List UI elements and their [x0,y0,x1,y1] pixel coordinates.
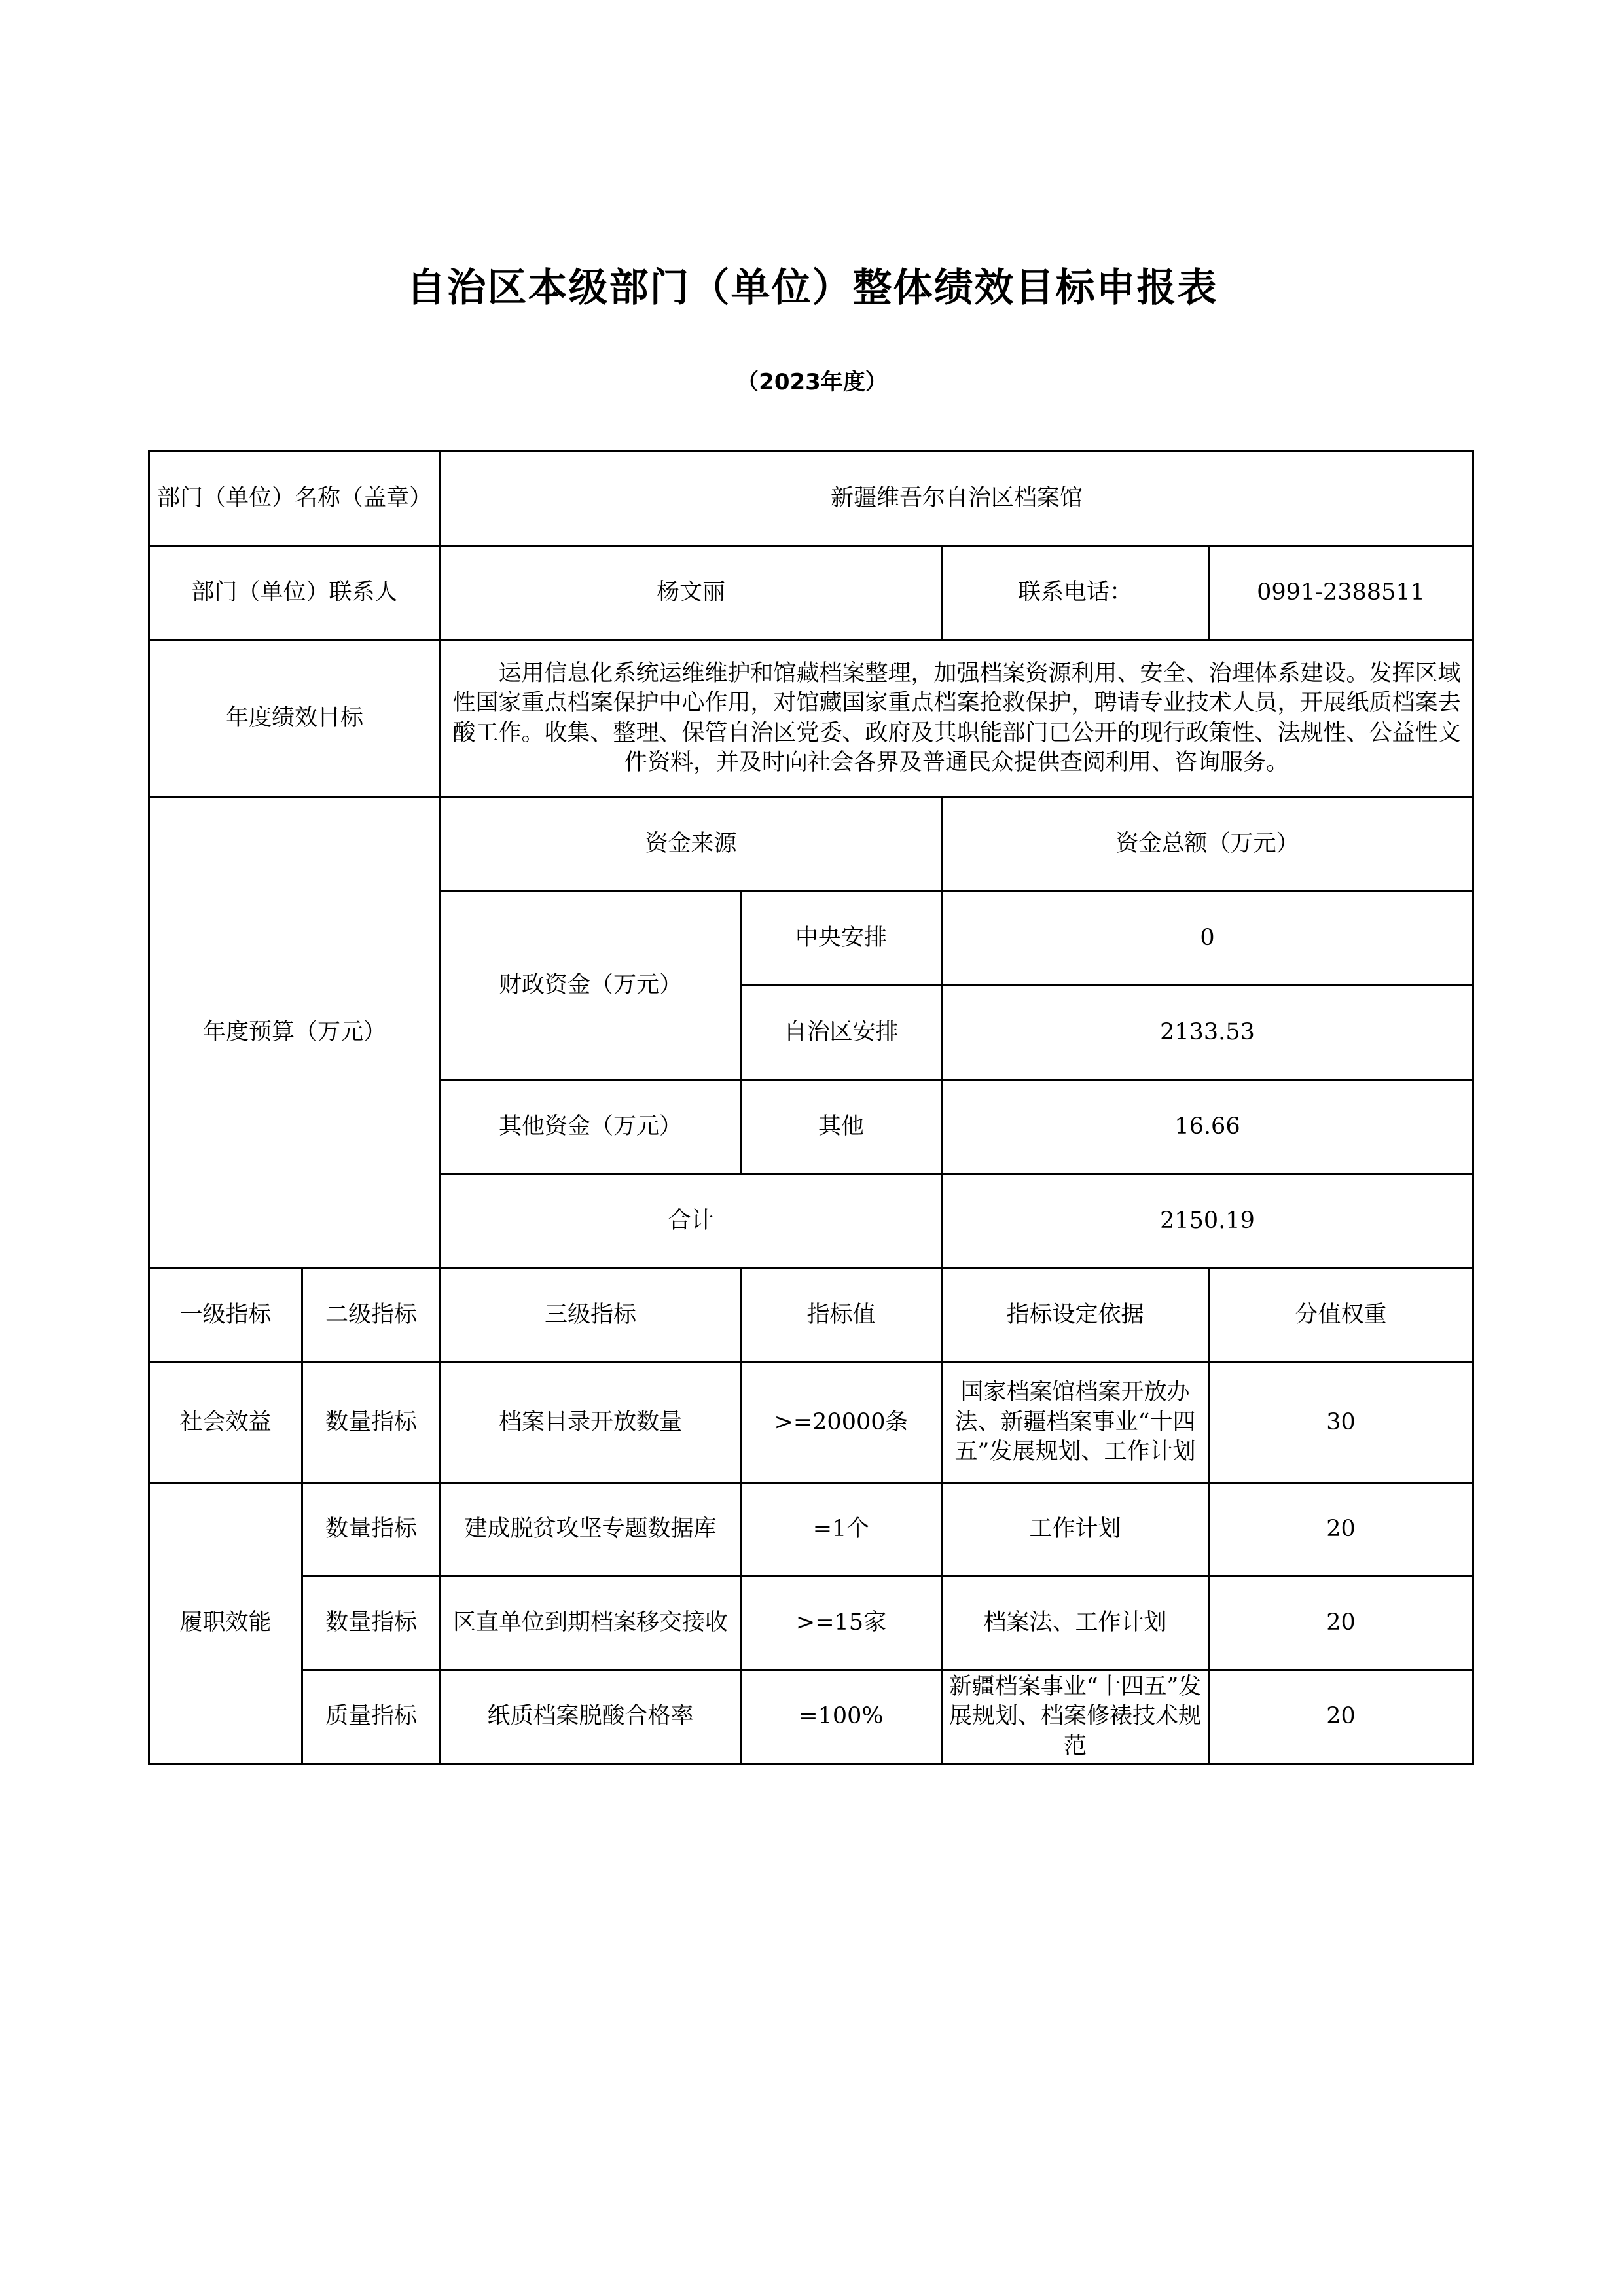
indicator-group-social: 社会效益 [149,1363,302,1483]
indicator-level2: 数量指标 [302,1577,441,1670]
contact-value: 杨文丽 [441,546,942,640]
indicator-weight: 20 [1209,1577,1473,1670]
sum-value: 2150.19 [942,1174,1473,1268]
indicator-row [149,1483,1473,1577]
phone-value: 0991-2388511 [1209,546,1473,640]
indicator-group-duty: 履职效能 [149,1483,302,1764]
sum-label: 合计 [441,1174,942,1268]
dept-name-row [149,452,1473,546]
goal-label: 年度绩效目标 [149,640,441,797]
indicator-basis: 国家档案馆档案开放办法、新疆档案事业“十四五”发展规划、工作计划 [942,1363,1209,1483]
goal-row [149,640,1473,797]
fund-source-header: 资金来源 [441,797,942,891]
performance-form-table [148,450,1474,1765]
phone-label: 联系电话： [942,546,1209,640]
region-fund-label: 自治区安排 [741,986,942,1080]
indicator-weight: 20 [1209,1483,1473,1577]
indicator-header-row [149,1268,1473,1363]
indicator-value: =100% [741,1670,942,1764]
indicator-weight: 20 [1209,1670,1473,1764]
header-level3: 三级指标 [441,1268,741,1363]
indicator-row [149,1577,1473,1670]
goal-text-content: 运用信息化系统运维维护和馆藏档案整理，加强档案资源利用、安全、治理体系建设。发挥区域性国家重点档案保护中心作用，对馆藏国家重点档案抢救保护，聘请专业技术人员，开展纸质档案去酸工作。收集、整理、保管自治区党委、政府及其职能部门已公开的现行政策性、法规性、公益性文件资料，并及时向社会各界及普通民众提供查阅利用、咨询服务。 [452,660,1461,776]
indicator-level3: 档案目录开放数量 [441,1363,741,1483]
indicator-value: >=20000条 [741,1363,942,1483]
dept-name-label: 部门（单位）名称（盖章） [149,452,441,546]
goal-text [441,640,1473,797]
indicator-level2: 数量指标 [302,1363,441,1483]
fund-total-header: 资金总额（万元） [942,797,1473,891]
indicator-level3: 建成脱贫攻坚专题数据库 [441,1483,741,1577]
contact-label: 部门（单位）联系人 [149,546,441,640]
header-value: 指标值 [741,1268,942,1363]
page-title: 自治区本级部门（单位）整体绩效目标申报表 [406,265,1218,311]
indicator-row [149,1363,1473,1483]
year-subtitle: （2023年度） [736,369,888,395]
indicator-value: >=15家 [741,1577,942,1670]
header-level1: 一级指标 [149,1268,302,1363]
dept-name-value: 新疆维吾尔自治区档案馆 [441,452,1473,546]
budget-label: 年度预算（万元） [149,797,441,1268]
central-fund-label: 中央安排 [741,891,942,986]
header-level2: 二级指标 [302,1268,441,1363]
header-weight: 分值权重 [1209,1268,1473,1363]
central-fund-value: 0 [942,891,1473,986]
other-fund-value: 16.66 [942,1080,1473,1174]
indicator-weight: 30 [1209,1363,1473,1483]
indicator-row [149,1670,1473,1764]
header-basis: 指标设定依据 [942,1268,1209,1363]
indicator-basis: 工作计划 [942,1483,1209,1577]
fiscal-fund-label: 财政资金（万元） [441,891,741,1080]
budget-header-row [149,797,1473,891]
indicator-level3: 纸质档案脱酸合格率 [441,1670,741,1764]
region-fund-value: 2133.53 [942,986,1473,1080]
dept-contact-row [149,546,1473,640]
indicator-basis: 新疆档案事业“十四五”发展规划、档案修裱技术规范 [942,1670,1209,1764]
indicator-basis: 档案法、工作计划 [942,1577,1209,1670]
indicator-level3: 区直单位到期档案移交接收 [441,1577,741,1670]
indicator-value: =1个 [741,1483,942,1577]
other-fund-label: 其他资金（万元） [441,1080,741,1174]
indicator-level2: 数量指标 [302,1483,441,1577]
other-fund-sub-label: 其他 [741,1080,942,1174]
indicator-level2: 质量指标 [302,1670,441,1764]
